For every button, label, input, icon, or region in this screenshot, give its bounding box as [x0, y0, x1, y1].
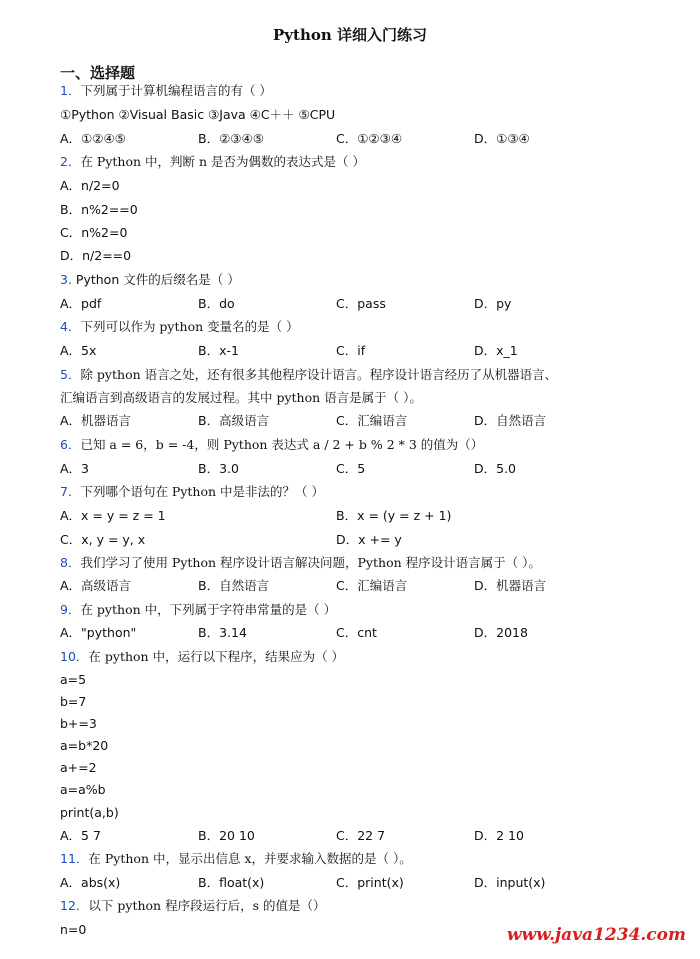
question-4	[60, 318, 299, 336]
option-a: A．n/2=0	[60, 178, 120, 193]
option-b: B．②③④⑤	[198, 131, 264, 146]
option-c: C．汇编语言	[336, 578, 408, 593]
option-a: A．①②④⑤	[60, 131, 126, 146]
option-b: B．3.14	[198, 625, 247, 640]
option-c: C．①②③④	[336, 131, 403, 146]
question-text: 已知 a = 6，b = -4，则 Python 表达式 a / 2 + b % 2 * 3 的值为（）	[80, 437, 484, 452]
question-text: 下列哪个语句在 Python 中是非法的？（ ）	[80, 484, 324, 499]
question-10	[60, 648, 344, 666]
question-2	[60, 153, 365, 171]
question-5-continued: 汇编语言到高级语言的发展过程。其中 python 语言是属于（ ）。	[60, 390, 422, 405]
question-text: 以下 python 程序段运行后，s 的值是（）	[88, 898, 326, 913]
question-number: 1．	[60, 83, 81, 98]
question-text: 在 Python 中，判断 n 是否为偶数的表达式是（ ）	[80, 154, 365, 169]
option-a: A．5x	[60, 343, 97, 358]
question-7	[60, 483, 324, 501]
option-b: B．do	[198, 296, 235, 311]
code-line: a=5	[60, 672, 87, 687]
question-number: 2．	[60, 154, 81, 169]
option-b: B．高级语言	[198, 413, 270, 428]
option-d: D．5.0	[474, 461, 517, 476]
question-number: 11．	[60, 851, 89, 866]
option-a: A．x = y = z = 1	[60, 508, 166, 523]
option-a: A．机器语言	[60, 413, 132, 428]
option-c: C．n%2=0	[60, 225, 128, 240]
question-8	[60, 554, 541, 572]
option-c: C．cnt	[336, 625, 377, 640]
code-line: a=a%b	[60, 782, 106, 797]
question-9	[60, 601, 336, 619]
option-a: A．pdf	[60, 296, 102, 311]
question-text: Python 文件的后缀名是（ ）	[75, 272, 240, 287]
option-c: C．print(x)	[336, 875, 404, 890]
option-b: B．x-1	[198, 343, 239, 358]
option-d: D．x_1	[474, 343, 518, 358]
question-number: 10．	[60, 649, 89, 664]
code-line: print(a,b)	[60, 805, 119, 820]
section-heading: 一、选择题	[60, 64, 136, 82]
option-b: B．自然语言	[198, 578, 270, 593]
option-b: B．3.0	[198, 461, 239, 476]
code-line: a+=2	[60, 760, 97, 775]
option-c: C．汇编语言	[336, 413, 408, 428]
option-a: A．高级语言	[60, 578, 132, 593]
code-line: a=b*20	[60, 738, 109, 753]
page-title: Python 详细入门练习	[273, 26, 427, 44]
option-a: A．3	[60, 461, 90, 476]
watermark: www.java1234.com	[506, 925, 686, 945]
option-d: D．x += y	[336, 532, 402, 547]
option-b: B．x = (y = z + 1)	[336, 508, 452, 523]
option-a: A．5 7	[60, 828, 101, 843]
question-1-items: ①Python ②Visual Basic ③Java ④C＋＋ ⑤CPU	[60, 107, 336, 122]
question-text: 我们学习了使用 Python 程序设计语言解决问题，Python 程序设计语言属于（ ）。	[80, 555, 541, 570]
question-number: 5．	[60, 367, 81, 382]
option-a: A．abs(x)	[60, 875, 121, 890]
option-c: C．pass	[336, 296, 386, 311]
option-d: D．①③④	[474, 131, 530, 146]
option-c: C．if	[336, 343, 366, 358]
option-d: D．2018	[474, 625, 528, 640]
question-number: 8．	[60, 555, 81, 570]
code-line: n=0	[60, 922, 87, 937]
code-line: b=7	[60, 694, 87, 709]
question-number: 6．	[60, 437, 81, 452]
option-b: B．20 10	[198, 828, 255, 843]
question-number: 12．	[60, 898, 89, 913]
option-d: D．2 10	[474, 828, 524, 843]
question-text: 下列属于计算机编程语言的有（ ）	[80, 83, 272, 98]
question-3	[60, 271, 240, 289]
option-d: D．n/2==0	[60, 248, 132, 263]
question-12	[60, 897, 325, 915]
code-line: b+=3	[60, 716, 97, 731]
question-5	[60, 366, 557, 384]
option-c: C．x, y = y, x	[60, 532, 146, 547]
question-text: 下列可以作为 python 变量名的是（ ）	[80, 319, 299, 334]
option-d: D．input(x)	[474, 875, 546, 890]
question-number: 9．	[60, 602, 81, 617]
option-a: A．"python"	[60, 625, 137, 640]
question-text: 除 python 语言之处，还有很多其他程序设计语言。程序设计语言经历了从机器语言、	[80, 367, 558, 382]
question-text: 在 Python 中，显示出信息 x，并要求输入数据的是（ ）。	[88, 851, 412, 866]
option-c: C．22 7	[336, 828, 386, 843]
option-d: D．py	[474, 296, 512, 311]
question-number: 3.	[60, 272, 72, 287]
question-number: 4．	[60, 319, 81, 334]
question-number: 7．	[60, 484, 81, 499]
question-1	[60, 82, 272, 100]
question-text: 在 python 中，下列属于字符串常量的是（ ）	[80, 602, 337, 617]
question-11	[60, 850, 412, 868]
option-b: B．n%2==0	[60, 202, 138, 217]
option-c: C．5	[336, 461, 366, 476]
question-text: 在 python 中，运行以下程序，结果应为（ ）	[88, 649, 345, 664]
option-b: B．float(x)	[198, 875, 265, 890]
option-d: D．自然语言	[474, 413, 547, 428]
option-d: D．机器语言	[474, 578, 547, 593]
question-6	[60, 436, 483, 454]
